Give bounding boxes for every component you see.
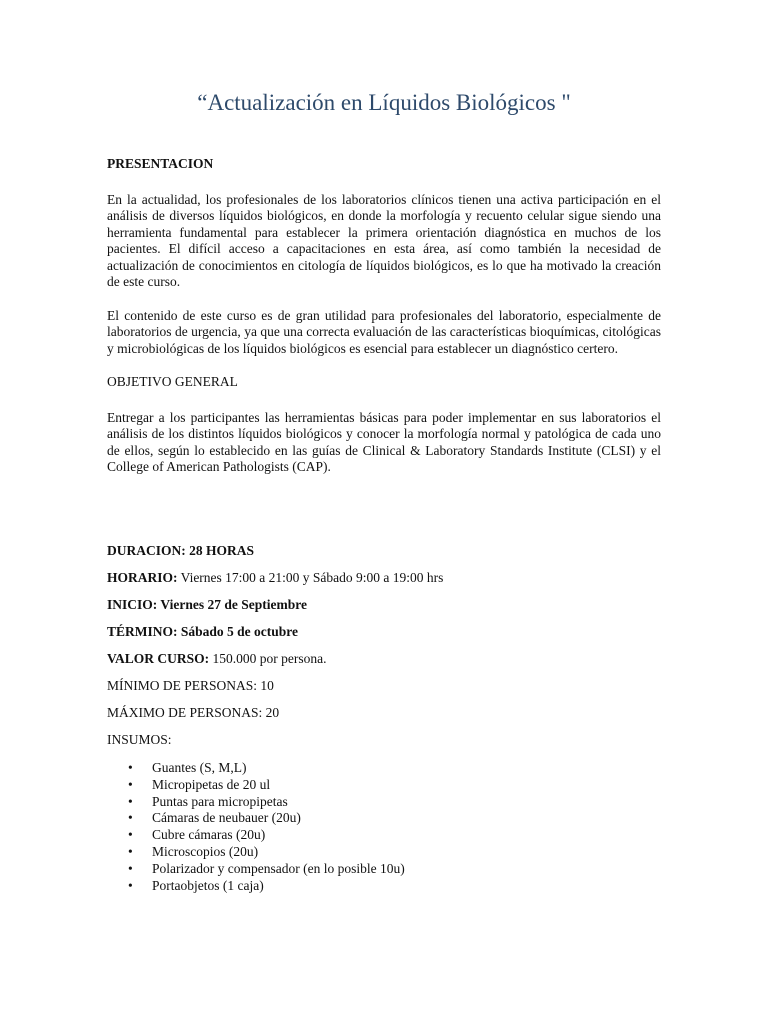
presentation-paragraph-1: En la actualidad, los profesionales de los laboratorios clínicos tienen una activa participación en el análisis de diversos líquidos biológicos, en donde la morfología y recuento celular sigue siendo una herramienta fundamental para establecer la primera orientación diagnóstica en muchos de los pacientes. El difícil acceso a capacitaciones en esta área, así como también la necesidad de actualización de conocimientos en citología de líquidos biológicos, es lo que ha motivado la creación de este curso.: [107, 191, 661, 289]
bullet-icon: •: [128, 860, 133, 876]
schedule-value: Viernes 17:00 a 21:00 y Sábado 9:00 a 19:00 hrs: [177, 569, 444, 585]
supplies-heading: INSUMOS:: [107, 731, 172, 747]
list-item: [107, 810, 661, 827]
bullet-icon: •: [128, 793, 133, 809]
start-line: INICIO: Viernes 27 de Septiembre: [107, 596, 307, 612]
bullet-icon: •: [128, 827, 133, 843]
end-line: TÉRMINO: Sábado 5 de octubre: [107, 623, 299, 639]
objective-paragraph: Entregar a los participantes las herramientas básicas para poder implementar en sus laboratorios el análisis de los distintos líquidos biológicos y conocer la morfología normal y patológica de cada uno de ellos, según lo establecido en las guías de Clinical & Laboratory Standards Institute (CLSI) y el College of American Pathologists (CAP).: [107, 409, 661, 474]
document-body: [107, 156, 661, 894]
supply-label: Portaobjetos (1 caja): [152, 877, 264, 893]
document-title: “Actualización en Líquidos Biológicos ": [197, 90, 571, 115]
supply-label: Guantes (S, M,L): [152, 760, 247, 775]
supplies-list: [107, 760, 661, 894]
bullet-icon: •: [128, 877, 133, 893]
bullet-icon: •: [128, 843, 133, 859]
duration-line: DURACION: 28 HORAS: [107, 542, 255, 558]
min-people-line: MÍNIMO DE PERSONAS: 10: [107, 677, 274, 693]
price-label: VALOR CURSO:: [107, 650, 210, 666]
price-line: [107, 651, 661, 668]
supply-label: Cubre cámaras (20u): [152, 827, 266, 843]
bullet-icon: •: [128, 776, 133, 792]
schedule-line: [107, 570, 661, 587]
supply-label: Puntas para micropipetas: [152, 793, 288, 809]
section-spacer: [107, 493, 661, 543]
supply-label: Micropipetas de 20 ul: [152, 776, 271, 792]
supply-label: Polarizador y compensador (en lo posible 10u): [152, 860, 405, 876]
list-item: [107, 861, 661, 878]
max-people-line: MÁXIMO DE PERSONAS: 20: [107, 704, 280, 720]
list-item: [107, 760, 661, 777]
presentation-heading: PRESENTACION: [107, 156, 214, 171]
bullet-icon: •: [128, 810, 133, 826]
list-item: [107, 827, 661, 844]
list-item: [107, 794, 661, 811]
objective-heading: OBJETIVO GENERAL: [107, 374, 238, 389]
supply-label: Cámaras de neubauer (20u): [152, 810, 301, 826]
supply-label: Microscopios (20u): [152, 843, 259, 859]
list-item: [107, 844, 661, 861]
list-item: [107, 878, 661, 895]
schedule-label: HORARIO:: [107, 569, 178, 585]
presentation-paragraph-2: El contenido de este curso es de gran utilidad para profesionales del laboratorio, especialmente de laboratorios de urgencia, ya que una correcta evaluación de las características bioquímicas, citológicas y microbiológicas de los líquidos biológicos es esencial para establecer un diagnóstico certero.: [107, 307, 661, 356]
list-item: [107, 777, 661, 794]
bullet-icon: •: [128, 760, 133, 775]
price-value: 150.000 por persona.: [209, 650, 327, 666]
